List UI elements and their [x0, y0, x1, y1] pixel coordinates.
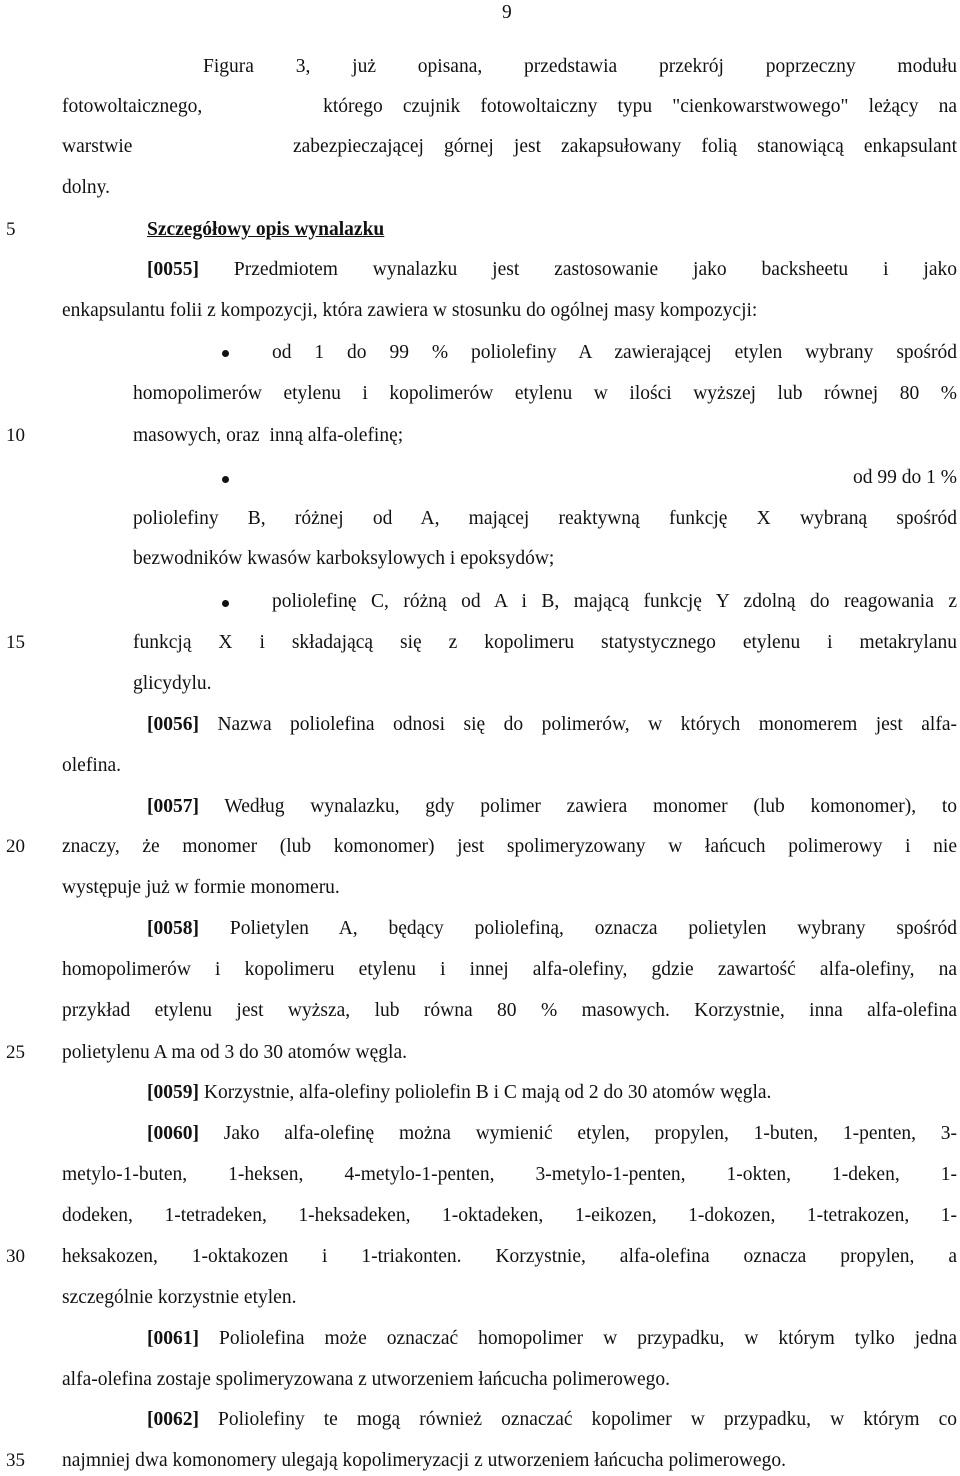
- paragraph-text: Jako alfa-olefinę można wymienić etylen, propylen, 1-buten, 1-penten, 3-: [199, 1123, 957, 1144]
- paragraph-0058-line: homopolimerów i kopolimeru etylenu i innej alfa-olefiny, gdzie zawartość alfa-olefiny, na: [62, 959, 957, 980]
- paragraph-0055-first: [147, 259, 957, 281]
- paragraph-number: [0057]: [147, 796, 199, 817]
- intro-line: fotowoltaicznego, którego czujnik fotowoltaiczny typu "cienkowarstwowego" leżący na: [62, 96, 957, 117]
- paragraph-number: [0060]: [147, 1123, 199, 1144]
- line-number-5: 5: [6, 219, 16, 240]
- paragraph-0061-first: [147, 1328, 957, 1350]
- line-number-35: 35: [6, 1450, 25, 1471]
- bullet-2-first: od 99 do 1 %: [853, 467, 957, 488]
- line-number-25: 25: [6, 1042, 25, 1063]
- paragraph-0062-first: [147, 1409, 957, 1431]
- paragraph-0057-line: znaczy, że monomer (lub komonomer) jest spolimeryzowany w łańcuch polimerowy i nie: [62, 836, 957, 857]
- paragraph-text: Korzystnie, alfa-olefiny poliolefin B i C mają od 2 do 30 atomów węgla.: [199, 1082, 772, 1103]
- page-number: 9: [502, 2, 512, 23]
- paragraph-0061-line: alfa-olefina zostaje spolimeryzowana z utworzeniem łańcucha polimerowego.: [62, 1369, 671, 1390]
- paragraph-text: Poliolefiny te mogą również oznaczać kopolimer w przypadku, w którym co: [199, 1409, 957, 1430]
- paragraph-number: [0055]: [147, 259, 199, 280]
- bullet-dot: [222, 600, 229, 607]
- paragraph-text: Polietylen A, będący poliolefiną, oznacza polietylen wybrany spośród: [199, 918, 957, 939]
- line-number-10: 10: [6, 425, 25, 446]
- bullet-1-first: od 1 do 99 % poliolefiny A zawierającej etylen wybrany spośród: [272, 342, 957, 363]
- paragraph-number: [0061]: [147, 1328, 199, 1349]
- bullet-1-line: homopolimerów etylenu i kopolimerów etylenu w ilości wyższej lub równej 80 %: [133, 383, 957, 404]
- bullet-dot: [222, 350, 229, 357]
- bullet-2-line: bezwodników kwasów karboksylowych i epoksydów;: [133, 548, 555, 569]
- paragraph-0060-line: metylo-1-buten, 1-heksen, 4-metylo-1-penten, 3-metylo-1-penten, 1-okten, 1-deken, 1-: [62, 1164, 957, 1185]
- paragraph-number: [0058]: [147, 918, 199, 939]
- paragraph-0060-line: szczególnie korzystnie etylen.: [62, 1287, 297, 1308]
- paragraph-text: Przedmiotem wynalazku jest zastosowanie jako backsheetu i jako: [199, 259, 957, 280]
- paragraph-0056-first: [147, 714, 957, 736]
- paragraph-number: [0056]: [147, 714, 199, 735]
- intro-line: Figura 3, już opisana, przedstawia przekrój poprzeczny modułu: [203, 56, 957, 77]
- paragraph-0056-line: olefina.: [62, 755, 122, 776]
- bullet-1-line: masowych, oraz inną alfa-olefinę;: [133, 425, 404, 446]
- paragraph-0060-line: heksakozen, 1-oktakozen i 1-triakonten. Korzystnie, alfa-olefina oznacza propylen, a: [62, 1246, 957, 1267]
- paragraph-0055-line: enkapsulantu folii z kompozycji, która zawiera w stosunku do ogólnej masy kompozycji:: [62, 300, 758, 321]
- paragraph-0058-line: polietylenu A ma od 3 do 30 atomów węgla.: [62, 1042, 407, 1063]
- line-number-30: 30: [6, 1246, 25, 1267]
- bullet-2-line: poliolefiny B, różnej od A, mającej reaktywną funkcję X wybraną spośród: [133, 508, 957, 529]
- paragraph-0058-line: przykład etylenu jest wyższa, lub równa 80 % masowych. Korzystnie, inna alfa-olefina: [62, 1000, 957, 1021]
- paragraph-0060-first: [147, 1123, 957, 1145]
- paragraph-0059: [147, 1082, 957, 1104]
- paragraph-0057-line: występuje już w formie monomeru.: [62, 877, 340, 898]
- intro-line: warstwie zabezpieczającej górnej jest zakapsułowany folią stanowiącą enkapsulant: [62, 136, 957, 157]
- paragraph-text: Poliolefina może oznaczać homopolimer w przypadku, w którym tylko jedna: [199, 1328, 957, 1349]
- section-heading: Szczegółowy opis wynalazku: [147, 219, 385, 240]
- line-number-15: 15: [6, 632, 25, 653]
- paragraph-number: [0062]: [147, 1409, 199, 1430]
- bullet-dot: [222, 476, 229, 483]
- bullet-3-line: funkcją X i składającą się z kopolimeru statystycznego etylenu i metakrylanu: [133, 632, 957, 653]
- bullet-3-line: glicydylu.: [133, 673, 212, 694]
- paragraph-0058-first: [147, 918, 957, 940]
- paragraph-text: Według wynalazku, gdy polimer zawiera monomer (lub komonomer), to: [199, 796, 957, 817]
- intro-line: dolny.: [62, 177, 111, 198]
- line-number-20: 20: [6, 836, 25, 857]
- paragraph-text: Nazwa poliolefina odnosi się do polimerów, w których monomerem jest alfa-: [199, 714, 957, 735]
- paragraph-0062-line: najmniej dwa komonomery ulegają kopolimeryzacji z utworzeniem łańcucha polimerowego.: [62, 1450, 786, 1471]
- paragraph-0060-line: dodeken, 1-tetradeken, 1-heksadeken, 1-oktadeken, 1-eikozen, 1-dokozen, 1-tetrakozen, 1-: [62, 1205, 957, 1226]
- bullet-3-first: poliolefinę C, różną od A i B, mającą funkcję Y zdolną do reagowania z: [272, 591, 957, 612]
- paragraph-number: [0059]: [147, 1082, 199, 1103]
- paragraph-0057-first: [147, 796, 957, 818]
